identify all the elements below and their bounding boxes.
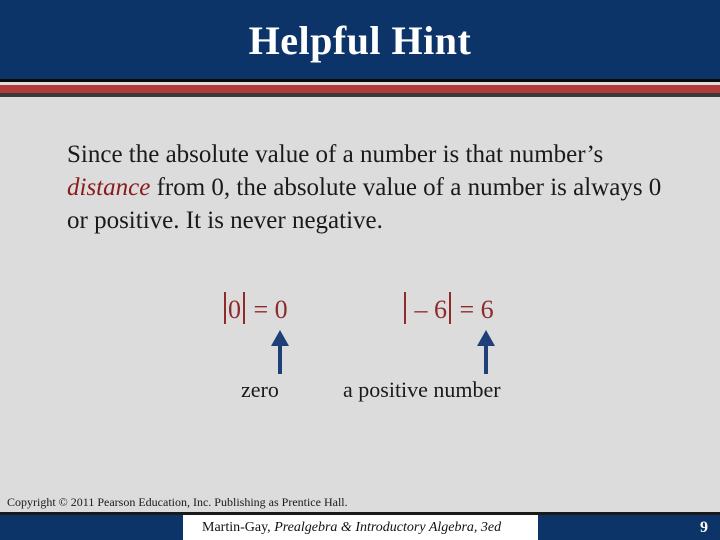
hint-emphasis-distance: distance [67, 174, 151, 201]
footer-author: Martin-Gay, [202, 520, 275, 535]
slide-footer [0, 515, 720, 540]
footer-citation [202, 519, 501, 537]
equation-result: = 0 [247, 295, 288, 324]
equation-result: = 6 [453, 295, 494, 324]
header-accent-stripe [0, 85, 720, 93]
equation-abs-negative-six [402, 292, 494, 328]
slide-header [0, 0, 720, 82]
copyright-notice: Copyright © 2011 Pearson Education, Inc. Publishing as Prentice Hall. [7, 495, 348, 509]
hint-paragraph [67, 138, 687, 237]
label-positive-number: a positive number [343, 377, 501, 402]
label-zero: zero [241, 377, 279, 402]
hint-text-start: Since the absolute value of a number is that number’s [67, 141, 604, 168]
equation-abs-zero [222, 292, 288, 328]
abs-bar-open [224, 292, 226, 324]
abs-bar-close [243, 292, 245, 324]
equation-inner: 0 [228, 295, 241, 324]
equation-inner: – 6 [408, 295, 447, 324]
abs-bar-open [404, 292, 406, 324]
hint-text-end: from 0, the absolute value of a number is always 0 or positive. It is never negative. [67, 174, 662, 234]
arrow-shaft [278, 344, 282, 374]
header-divider [0, 93, 720, 97]
arrow-shaft [484, 344, 488, 374]
abs-bar-close [449, 292, 451, 324]
slide-title: Helpful Hint [248, 18, 472, 63]
footer-book-title: Prealgebra & Introductory Algebra, 3ed [274, 520, 502, 535]
page-number: 9 [700, 519, 708, 536]
